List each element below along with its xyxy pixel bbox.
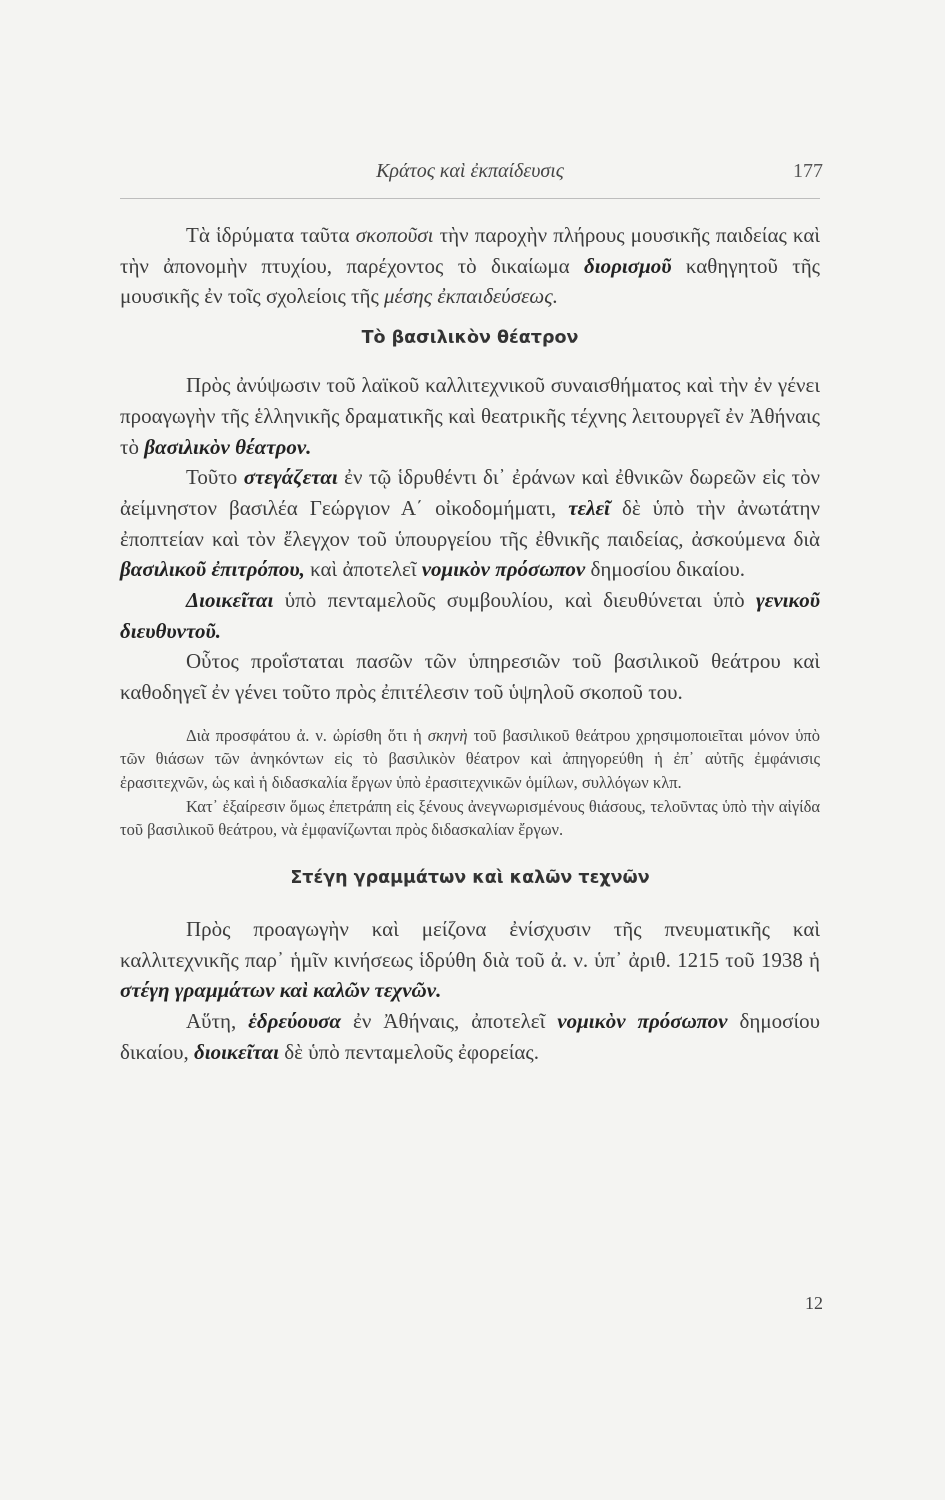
section-heading-royal-theatre: Τὸ βασιλικὸν θέατρον (361, 328, 579, 349)
running-header-title: Κράτος καὶ ἐκπαίδευσις (376, 160, 564, 182)
notes-spacer (120, 708, 820, 724)
signature-mark: 12 (805, 1293, 823, 1313)
page-body (120, 220, 820, 1067)
header-rule (120, 198, 820, 199)
note-foreign-troupes: Κατ᾽ ἐξαίρεσιν ὅμως ἐπετράπη εἰς ξένους ἀνεγνωρισμένους θιάσους, τελοῦντας ὑπὸ τὴν αἰγίδα τοῦ βασιλικοῦ θεάτρου, νὰ ἐμφανίζωνται πρὸς διδασκαλίαν ἔργων. (120, 796, 820, 840)
page-number: 177 (793, 160, 823, 182)
paragraph-theatre-purpose: Πρὸς ἀνύψωσιν τοῦ λαϊκοῦ καλλιτεχνικοῦ συναισθήματος καὶ τὴν ἐν γένει προαγωγὴν τῆς ἑλληνικῆς δραματικῆς καὶ θεατρικῆς τέχνης λειτουργεῖ ἐν Ἀθήναις τὸ βασιλικὸν θέατρον. (120, 373, 820, 459)
paragraph-music-schools: Τὰ ἱδρύματα ταῦτα σκοποῦσι τὴν παροχὴν πλήρους μουσικῆς παιδείας καὶ τὴν ἀπονομὴν πτυχίου, παρέχοντος τὸ δικαίωμα διορισμοῦ καθηγητοῦ τῆς μουσικῆς ἐν τοῖς σχολείοις τῆς μέσης ἐκπαιδεύσεως. (120, 223, 820, 309)
paragraph-theatre-director: Οὗτος προΐσταται πασῶν τῶν ὑπηρεσιῶν τοῦ βασιλικοῦ θεάτρου καὶ καθοδηγεῖ ἐν γένει τοῦτο πρὸς ἐπιτέλεσιν τοῦ ὑψηλοῦ σκοποῦ του. (120, 649, 820, 705)
running-header (120, 160, 820, 183)
paragraph-theatre-housing: Τοῦτο στεγάζεται ἐν τῷ ἱδρυθέντι δι᾽ ἐράνων καὶ ἐθνικῶν δωρεῶν εἰς τὸν ἀείμνηστον βασιλέα Γεώργιον Α΄ οἰκοδομήματι, τελεῖ δὲ ὑπὸ τὴν ἀνωτάτην ἐποπτείαν καὶ τὸν ἔλεγχον τοῦ ὑπουργείου τῆς ἐθνικῆς παιδείας, ἀσκούμενα διὰ βασιλικοῦ ἐπιτρόπου, καὶ ἀποτελεῖ νομικὸν πρόσωπον δημοσίου δικαίου. (120, 465, 821, 582)
paragraph-house-founding: Πρὸς προαγωγὴν καὶ μείζονα ἐνίσχυσιν τῆς πνευματικῆς καὶ καλλιτεχνικῆς παρ᾽ ἡμῖν κινήσεως ἱδρύθη διὰ τοῦ ἀ. ν. ὑπ᾽ ἀριθ. 1215 τοῦ 1938 ἡ στέγη γραμμάτων καὶ καλῶν τεχνῶν. (120, 916, 820, 1003)
paragraph-house-administration: Αὕτη, ἑδρεύουσα ἐν Ἀθήναις, ἀποτελεῖ νομικὸν πρόσωπον δημοσίου δικαίου, διοικεῖται δὲ ὑπὸ πενταμελοῦς ἐφορείας. (120, 1008, 820, 1064)
paragraph-theatre-administration: Διοικεῖται ὑπὸ πενταμελοῦς συμβουλίου, καὶ διευθύνεται ὑπὸ γενικοῦ διευθυντοῦ. (120, 588, 820, 643)
section-heading-house-of-letters: Στέγη γραμμάτων καὶ καλῶν τεχνῶν (290, 867, 650, 888)
note-stage-use: Διὰ προσφάτου ἀ. ν. ὡρίσθη ὅτι ἡ σκηνὴ τοῦ βασιλικοῦ θεάτρου χρησιμοποιεῖται μόνον ὑπὸ τῶν θιάσων τῶν ἀνηκόντων εἰς τὸ βασιλικὸν θέατρον καὶ ἀπηγορεύθη ἡ ἐπ᾽ αὐτῆς ἐμφάνισις ἐρασιτεχνῶν, ὡς καὶ ἡ διδασκαλία ἔργων ὑπὸ ἐρασιτεχνικῶν ὁμίλων, συλλόγων κλπ. (120, 725, 821, 793)
